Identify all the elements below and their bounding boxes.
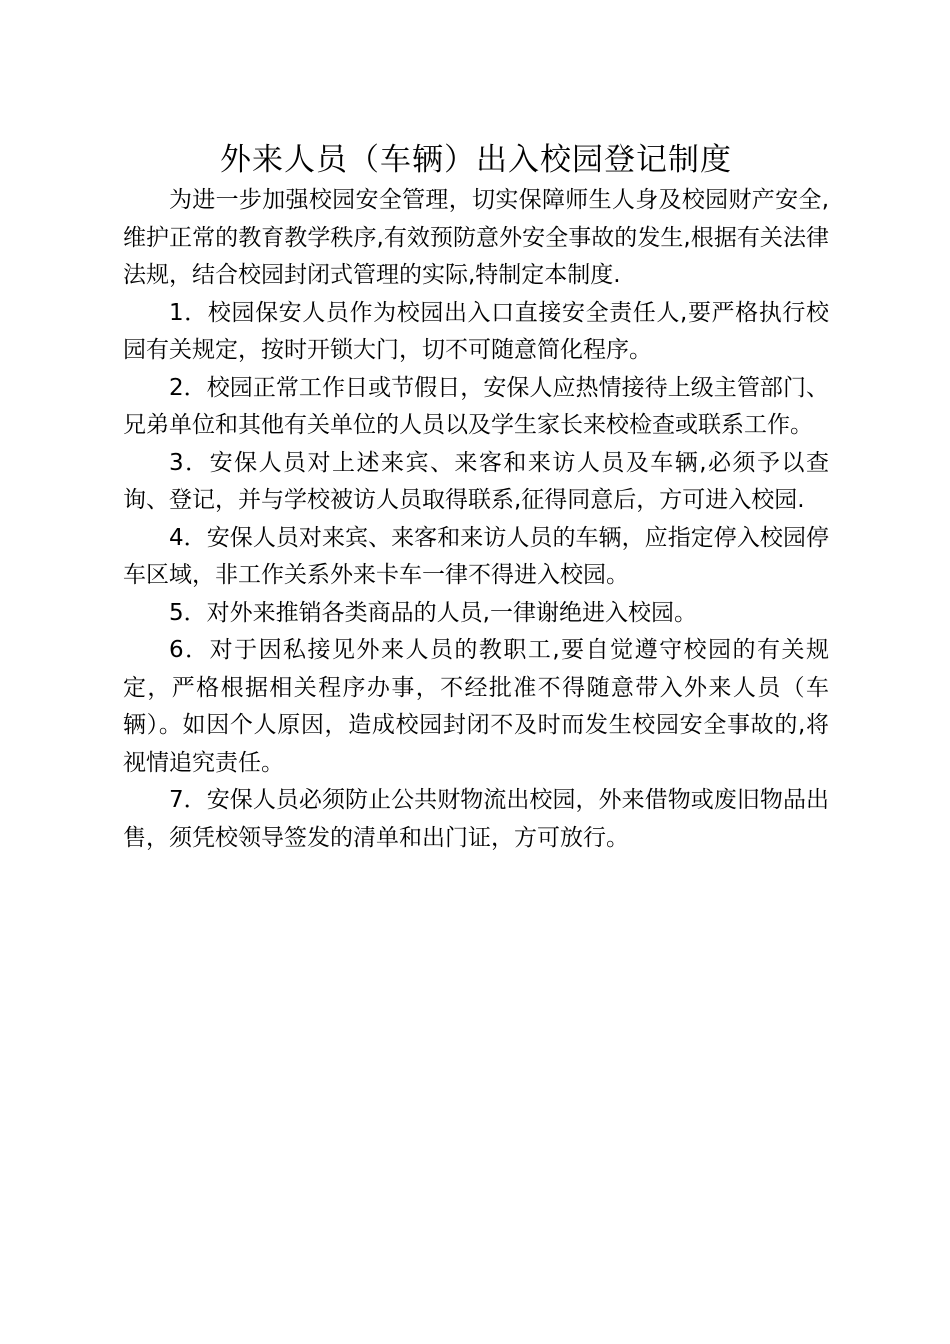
document-title: 外来人员（车辆）出入校园登记制度 <box>220 142 732 178</box>
regulation-list <box>123 295 829 858</box>
regulation-item-3: 3．安保人员对上述来宾、来客和来访人员及车辆,必须予以查询、登记，并与学校被访人员取得联系,征得同意后，方可进入校园. <box>123 449 829 513</box>
regulation-item-2: 2．校园正常工作日或节假日，安保人应热情接待上级主管部门、兄弟单位和其他有关单位的人员以及学生家长来校检查或联系工作。 <box>123 374 829 438</box>
regulation-item-1: 1．校园保安人员作为校园出入口直接安全责任人,要严格执行校园有关规定，按时开锁大门，切不可随意简化程序。 <box>123 299 829 363</box>
regulation-item-6: 6．对于因私接见外来人员的教职工,要自觉遵守校园的有关规定，严格根据相关程序办事，不经批准不得随意带入外来人员（车辆）。如因个人原因，造成校园封闭不及时而发生校园安全事故的,将视情追究责任。 <box>123 637 829 776</box>
regulation-item-5: 5．对外来推销各类商品的人员,一律谢绝进入校园。 <box>169 599 697 626</box>
intro-paragraph: 为进一步加强校园安全管理，切实保障师生人身及校园财产安全,维护正常的教育教学秩序,有效预防意外安全事故的发生,根据有关法律法规，结合校园封闭式管理的实际,特制定本制度. <box>123 187 829 288</box>
regulation-item-7: 7．安保人员必须防止公共财物流出校园，外来借物或废旧物品出售，须凭校领导签发的清单和出门证，方可放行。 <box>123 787 829 851</box>
regulation-item-4: 4．安保人员对来宾、来客和来访人员的车辆，应指定停入校园停车区域，非工作关系外来卡车一律不得进入校园。 <box>123 524 829 588</box>
document-page <box>123 138 829 857</box>
